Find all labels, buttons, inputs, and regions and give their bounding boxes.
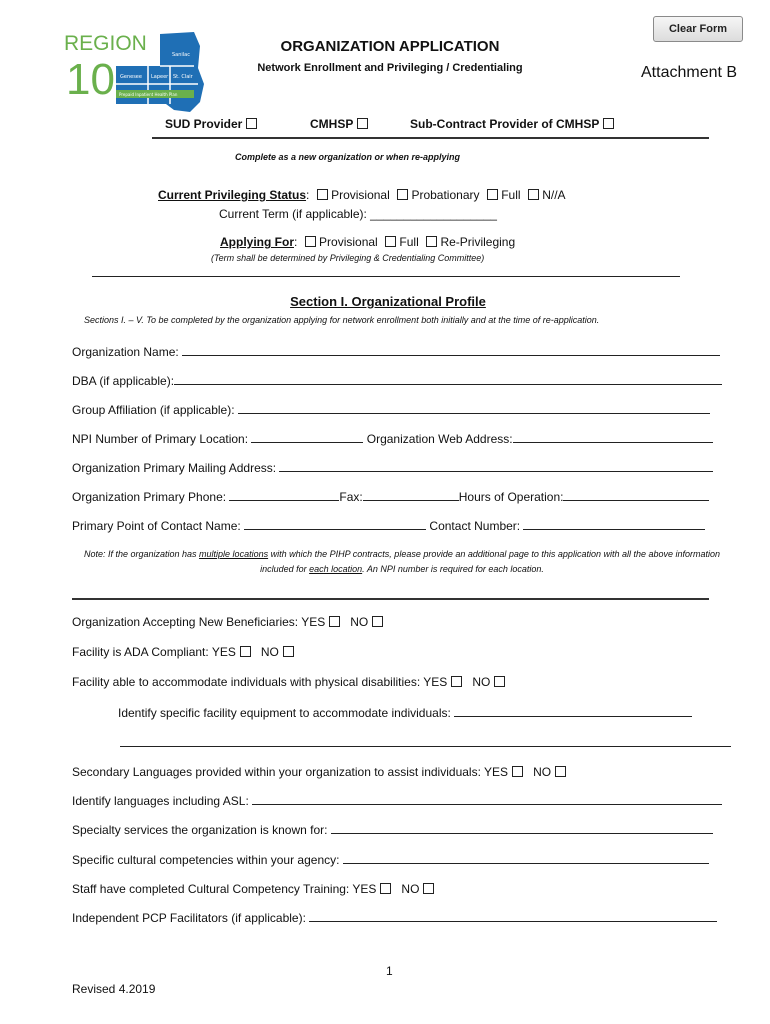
applying-for-label: Applying For: [220, 235, 294, 249]
cultural-input[interactable]: [343, 853, 709, 864]
equipment-row: [118, 706, 692, 720]
new-beneficiaries-row: [72, 615, 383, 629]
status-option: N//A: [542, 188, 566, 202]
applying-reprivileging-checkbox[interactable]: [426, 236, 437, 247]
no-label: NO: [533, 765, 552, 779]
no-label: NO: [350, 615, 369, 629]
ada-row: [72, 645, 294, 659]
mailing-address-input[interactable]: [279, 461, 713, 472]
status-provisional-checkbox[interactable]: [317, 189, 328, 200]
note-text: Note: If the organization has: [83, 549, 200, 559]
cmhsp-option: [310, 117, 368, 131]
secondary-languages-yes-checkbox[interactable]: [512, 766, 523, 777]
status-option: Full: [501, 188, 521, 202]
contact-number-label: Contact Number:: [429, 519, 521, 533]
secondary-languages-row: [72, 765, 566, 779]
fax-label: Fax:: [339, 490, 363, 504]
questions-divider: [72, 598, 709, 600]
languages-label: Identify languages including ASL:: [72, 794, 249, 808]
term-note: (Term shall be determined by Privileging & Credentialing Committee): [211, 253, 485, 263]
contact-row: [72, 519, 705, 533]
mailing-address-row: [72, 461, 713, 475]
subcontract-checkbox[interactable]: [603, 118, 614, 129]
dba-row: [72, 374, 722, 388]
status-option: Probationary: [411, 188, 480, 202]
contact-name-input[interactable]: [244, 519, 426, 530]
physical-no-checkbox[interactable]: [494, 676, 505, 687]
npi-input[interactable]: [251, 432, 363, 443]
no-label: NO: [260, 645, 279, 659]
instruction-text: Complete as a new organization or when re-applying: [235, 152, 461, 162]
organization-name-input[interactable]: [182, 345, 720, 356]
sud-provider-option: [165, 117, 257, 131]
county-st-clair: St. Clair: [173, 74, 193, 80]
languages-row: [72, 794, 722, 808]
new-beneficiaries-yes-checkbox[interactable]: [329, 616, 340, 627]
section-title: Section I. Organizational Profile: [290, 294, 486, 309]
secondary-languages-label: Secondary Languages provided within your organization to assist individuals: YES: [72, 765, 509, 779]
note-text: . An NPI number is required for each location.: [362, 564, 544, 574]
web-address-label: Organization Web Address:: [366, 432, 513, 446]
hours-label: Hours of Operation:: [458, 490, 564, 504]
group-affiliation-input[interactable]: [238, 403, 710, 414]
equipment-input[interactable]: [454, 706, 692, 717]
group-affiliation-row: [72, 403, 710, 417]
status-probationary-checkbox[interactable]: [397, 189, 408, 200]
current-term-field[interactable]: Current Term (if applicable): ___________________: [219, 207, 497, 221]
note-text: with which the PIHP contracts, please provide an additional page to this application with all the above information included for: [260, 549, 721, 574]
languages-input[interactable]: [252, 794, 722, 805]
note-emphasis: each location: [309, 564, 363, 574]
phone-label: Organization Primary Phone:: [72, 490, 227, 504]
sud-provider-checkbox[interactable]: [246, 118, 257, 129]
applying-for: Applying For: Provisional Full Re-Privileging: [220, 235, 516, 249]
ada-label: Facility is ADA Compliant: YES: [72, 645, 236, 659]
logo-region-text: REGION: [64, 32, 147, 55]
cmhsp-checkbox[interactable]: [357, 118, 368, 129]
page-title: ORGANIZATION APPLICATION: [280, 38, 500, 55]
npi-label: NPI Number of Primary Location:: [72, 432, 249, 446]
multiple-locations-note: [72, 547, 732, 577]
dba-input[interactable]: [174, 374, 722, 385]
organization-name-row: [72, 345, 720, 359]
county-genesee: Genesee: [120, 74, 142, 80]
subcontract-label: Sub-Contract Provider of CMHSP: [410, 117, 600, 131]
current-privileging-status: Current Privileging Status: Provisional Probationary Full N//A: [158, 188, 566, 202]
header-divider: [152, 137, 709, 139]
sud-provider-label: SUD Provider: [165, 117, 243, 131]
training-no-checkbox[interactable]: [423, 883, 434, 894]
logo-10-text: 10: [66, 55, 115, 104]
fax-input[interactable]: [363, 490, 459, 501]
applying-option: Re-Privileging: [440, 235, 516, 249]
group-affiliation-label: Group Affiliation (if applicable):: [72, 403, 235, 417]
status-full-checkbox[interactable]: [487, 189, 498, 200]
status-na-checkbox[interactable]: [528, 189, 539, 200]
county-lapeer: Lapeer: [151, 74, 169, 80]
logo-tagline: Prepaid Inpatient Health Plan: [119, 92, 178, 97]
privileging-status-label: Current Privileging Status: [158, 188, 307, 202]
cultural-label: Specific cultural competencies within your agency:: [72, 853, 340, 867]
equipment-label: Identify specific facility equipment to accommodate individuals:: [118, 706, 451, 720]
clear-form-button[interactable]: Clear Form: [653, 16, 743, 42]
web-address-input[interactable]: [513, 432, 713, 443]
note-emphasis: multiple locations: [199, 549, 269, 559]
new-beneficiaries-no-checkbox[interactable]: [372, 616, 383, 627]
physical-disabilities-label: Facility able to accommodate individuals with physical disabilities: YES: [72, 675, 448, 689]
applying-option: Full: [399, 235, 419, 249]
no-label: NO: [472, 675, 491, 689]
no-label: NO: [401, 882, 420, 896]
physical-yes-checkbox[interactable]: [451, 676, 462, 687]
applying-option: Provisional: [319, 235, 378, 249]
hours-input[interactable]: [563, 490, 709, 501]
npi-row: [72, 432, 713, 446]
county-sanilac: Sanilac: [172, 52, 190, 58]
cmhsp-label: CMHSP: [310, 117, 354, 131]
subcontract-option: [410, 117, 614, 131]
phone-row: [72, 490, 709, 504]
ada-yes-checkbox[interactable]: [240, 646, 251, 657]
dba-label: DBA (if applicable):: [72, 374, 175, 388]
section-divider: [92, 276, 680, 277]
specialty-label: Specialty services the organization is known for:: [72, 823, 328, 837]
physical-disabilities-row: [72, 675, 505, 689]
specialty-row: [72, 823, 713, 837]
equipment-input-line-2[interactable]: [120, 746, 731, 747]
phone-input[interactable]: [229, 490, 339, 501]
pcp-label: Independent PCP Facilitators (if applicable):: [72, 911, 306, 925]
contact-number-input[interactable]: [523, 519, 705, 530]
applying-full-checkbox[interactable]: [385, 236, 396, 247]
training-label: Staff have completed Cultural Competency Training: YES: [72, 882, 377, 896]
specialty-input[interactable]: [331, 823, 713, 834]
contact-name-label: Primary Point of Contact Name:: [72, 519, 241, 533]
training-yes-checkbox[interactable]: [380, 883, 391, 894]
training-row: [72, 882, 434, 896]
pcp-row: [72, 911, 717, 925]
cultural-row: [72, 853, 709, 867]
attachment-label: Attachment B: [641, 64, 738, 81]
section-description: Sections I. – V. To be completed by the organization applying for network enrollment both initially and at the time of re-application.: [84, 315, 600, 325]
new-beneficiaries-label: Organization Accepting New Beneficiaries: YES: [72, 615, 326, 629]
applying-provisional-checkbox[interactable]: [305, 236, 316, 247]
revised-date: Revised 4.2019: [72, 982, 156, 996]
pcp-input[interactable]: [309, 911, 717, 922]
page-number: 1: [386, 964, 393, 978]
status-option: Provisional: [331, 188, 390, 202]
mailing-address-label: Organization Primary Mailing Address:: [72, 461, 277, 475]
ada-no-checkbox[interactable]: [283, 646, 294, 657]
page-subtitle: Network Enrollment and Privileging / Credentialing: [257, 62, 523, 74]
secondary-languages-no-checkbox[interactable]: [555, 766, 566, 777]
organization-name-label: Organization Name:: [72, 345, 179, 359]
